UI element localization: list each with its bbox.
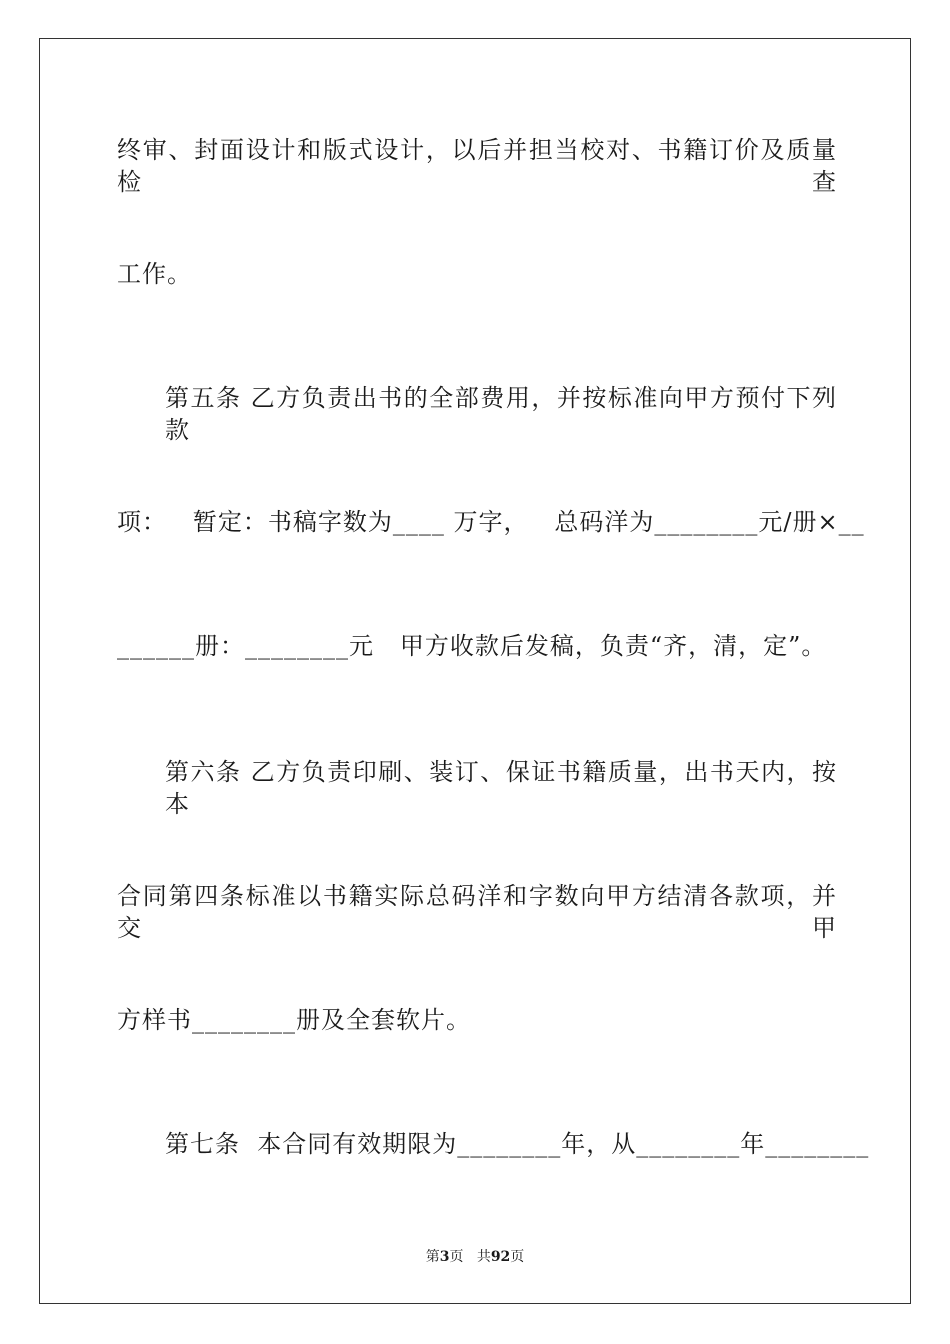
- footer-total-prefix: 共: [476, 1249, 491, 1265]
- text-line-2: 工作。: [117, 260, 192, 288]
- footer-page-suffix: 页: [449, 1249, 464, 1265]
- text-line-7: 合同第四条标准以书籍实际总码洋和字数向甲方结清各款项，并交甲: [117, 882, 837, 942]
- page-footer: [0, 1248, 950, 1266]
- text-line-8: 方样书________册及全套软片。: [117, 1006, 471, 1034]
- footer-total-pages: 92: [490, 1249, 511, 1265]
- footer-total-suffix: 页: [510, 1249, 525, 1265]
- text-line-1: 终审、封面设计和版式设计，以后并担当校对、书籍订价及质量检查: [117, 136, 837, 196]
- footer-page-number: 3: [439, 1249, 450, 1265]
- article-7-heading-line: 第七条 本合同有效期限为________年，从________年________: [165, 1130, 870, 1158]
- article-5-heading-line: 第五条 乙方负责出书的全部费用，并按标准向甲方预付下列款: [165, 384, 837, 444]
- footer-prefix: 第: [425, 1249, 440, 1265]
- page-frame: [39, 38, 911, 1304]
- text-line-4: 项： 暂定：书稿字数为____ 万字， 总码洋为________元/册×__: [117, 508, 865, 536]
- text-line-5: ______册：________元 甲方收款后发稿，负责“齐，清，定”。: [117, 632, 827, 660]
- article-6-heading-line: 第六条 乙方负责印刷、装订、保证书籍质量，出书天内，按本: [165, 758, 837, 818]
